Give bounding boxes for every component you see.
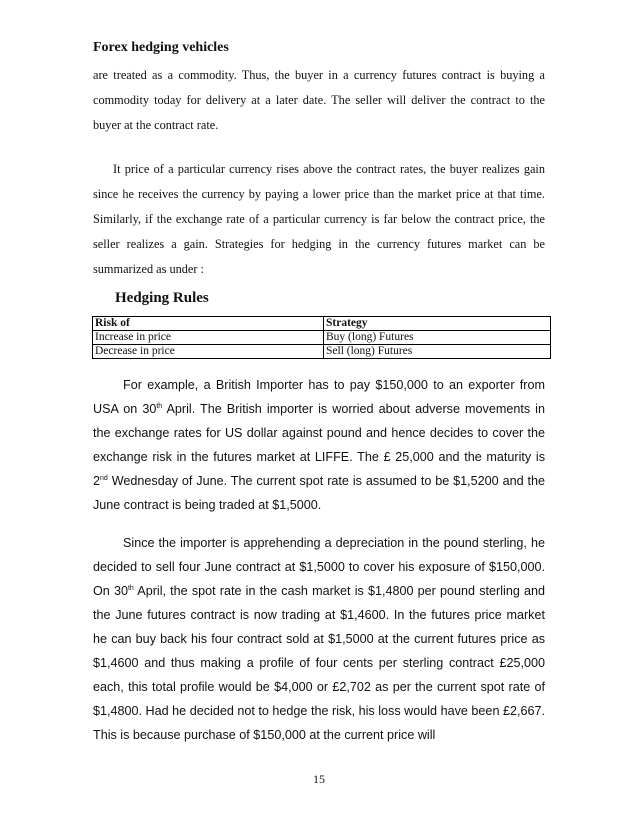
text-run: Wednesday of June. The current spot rate is assumed to be $1,5200 and the June contract is being traded at $1,5000. [93,474,545,512]
paragraph-importer [93,531,545,747]
table-cell: Buy (long) Futures [324,331,551,345]
page-number: 15 [313,772,325,786]
paragraph-importer-text [93,531,545,747]
table-header-row [93,317,551,331]
paragraph-example [93,373,545,517]
table-header-cell: Risk of [93,317,324,331]
table-row [93,331,551,345]
table-cell: Increase in price [93,331,324,345]
hedging-rules-table [92,316,551,359]
paragraph-commodity: are treated as a commodity. Thus, the buyer in a currency futures contract is buying a commodity today for delivery at a later date. The seller will deliver the contract to the buyer at the contract rate. [93,68,545,132]
paragraph-example-text [93,373,545,517]
table-cell: Decrease in price [93,345,324,359]
superscript: nd [100,474,108,482]
paragraph-price-rise: It price of a particular currency rises above the contract rates, the buyer realizes gain since he receives the currency by paying a lower price than the market price at that time. Similarly, if the exchange rate of a particular currency is far below the contract price, the seller realizes a gain. Strategies for hedging in the currency futures market can be summarized as under : [93,162,545,276]
text-run: April, the spot rate in the cash market is $1,4800 per pound sterling and the June futures contract is now trading at $1,4600. In the futures price market he can buy back his four contract sold at $1,5000 at the current futures price as $1,4600 and thus making a profile of four cents per sterling contract £25,000 each, this total profile would be $4,000 or £2,702 as per the current spot rate of $1,4800. Had he decided not to hedge the risk, his loss would have been £2,667. This is because purchase of $150,000 at the current price will [93,584,546,742]
superscript: th [156,402,163,410]
table-header-cell: Strategy [324,317,551,331]
superscript: th [127,584,134,592]
hedging-rules-heading: Hedging Rules [115,290,209,306]
text-run: Since the importer is apprehending a depreciation in the pound sterling, he decided to sell four June contract at $1,5000 to cover his exposure of $150,000. On 30 [93,536,545,598]
header-title: Forex hedging vehicles [93,40,229,55]
table-row [93,345,551,359]
text-run: For example, a British Importer has to pay $150,000 to an exporter from USA on 30 [93,378,545,416]
table-cell: Sell (long) Futures [324,345,551,359]
text-run: April. The British importer is worried about adverse movements in the exchange rates for US dollar against pound and hence decides to cover the exchange risk in the futures market at LIFFE. The £ 25,000 and the maturity is 2 [93,402,545,488]
